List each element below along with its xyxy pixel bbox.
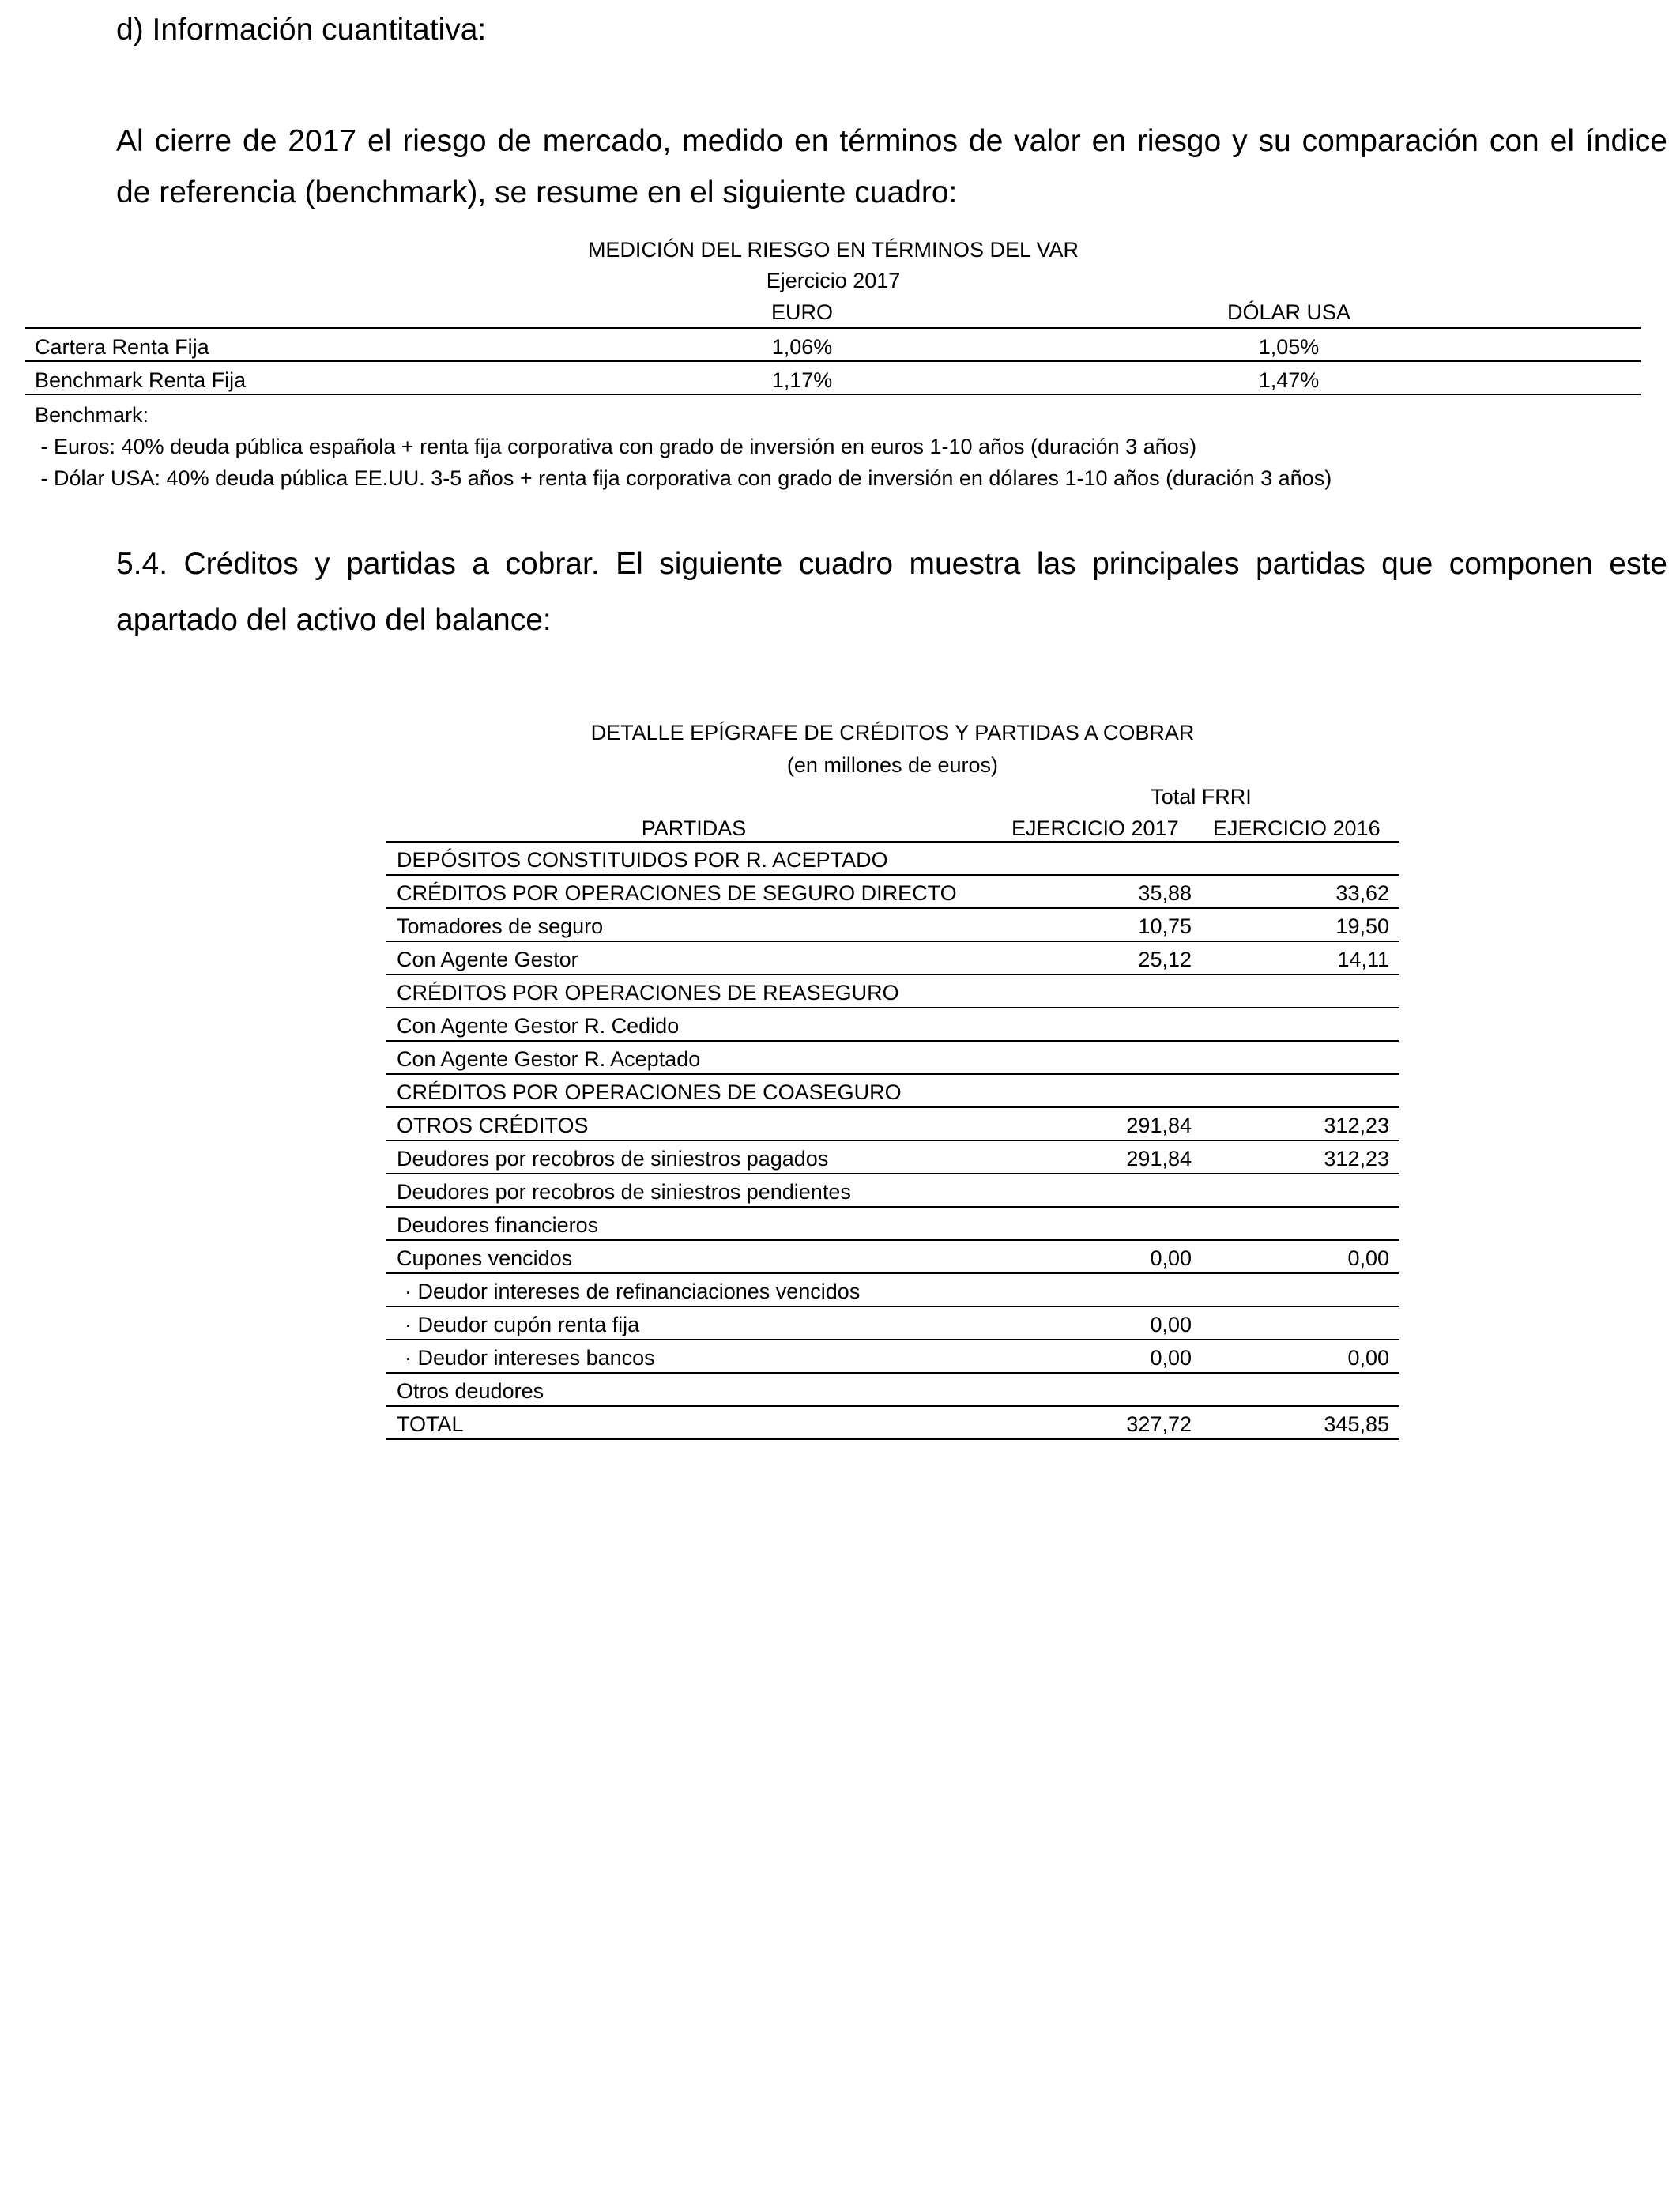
row-label: DEPÓSITOS CONSTITUIDOS POR R. ACEPTADO [397,848,888,872]
benchmark-note-euros: - Euros: 40% deuda pública española + renta fija corporativa con grado de inversión en euros 1-10 años (duración 3 años) [35,435,1197,458]
row-value-2016: 33,62 [1335,881,1389,905]
row-value-2017: 35,88 [1138,881,1192,905]
creditos-table [386,843,1399,1440]
table-row [386,1340,1399,1374]
row-value-2016: 312,23 [1324,1147,1389,1171]
benchmark-note-dolar: - Dólar USA: 40% deuda pública EE.UU. 3-5 años + renta fija corporativa con grado de inversión en dólares 1-10 años (duración 3 años) [35,466,1332,490]
row-value-2016: 19,50 [1335,914,1389,938]
row-value-2016: 0,00 [1347,1246,1389,1270]
row-label: Cupones vencidos [397,1246,573,1270]
row-value-2017: 291,84 [1126,1114,1192,1137]
row-label: Con Agente Gestor R. Aceptado [397,1047,701,1071]
var-row-euro: 1,17% [771,368,833,392]
table-row [386,876,1399,909]
table-row [386,1208,1399,1241]
row-label: · Deudor intereses de refinanciaciones vencidos [405,1280,861,1303]
var-col-dolar: DÓLAR USA [1226,300,1351,324]
var-row-dolar: 1,05% [1258,335,1320,359]
table-row [386,1108,1399,1141]
creditos-group-header: Total FRRI [1151,785,1252,809]
row-label: Deudores financieros [397,1213,599,1237]
table-row [386,1174,1399,1208]
row-value-2017: 0,00 [1150,1313,1192,1336]
row-label: · Deudor intereses bancos [405,1346,655,1370]
row-label: OTROS CRÉDITOS [397,1114,589,1137]
row-label: TOTAL [397,1412,464,1436]
row-value-2017: 327,72 [1126,1412,1192,1436]
row-label: CRÉDITOS POR OPERACIONES DE REASEGURO [397,981,899,1005]
table-row [386,1008,1399,1042]
section-54-paragraph-line-1: 5.4. Créditos y partidas a cobrar. El siguiente cuadro muestra las principales partidas que componen este [116,547,1667,581]
row-label: Con Agente Gestor [397,948,578,971]
row-value-2016: 312,23 [1324,1114,1389,1137]
row-value-2017: 0,00 [1150,1246,1192,1270]
table-row [386,1307,1399,1340]
row-label: CRÉDITOS POR OPERACIONES DE COASEGURO [397,1080,902,1104]
table-row-total [386,1407,1399,1440]
creditos-col-2017: EJERCICIO 2017 [1011,816,1179,840]
var-row-benchmark [25,362,1641,395]
table-row [386,975,1399,1008]
table-row [386,1241,1399,1274]
row-label: Deudores por recobros de siniestros pagados [397,1147,829,1171]
table-row [386,1374,1399,1407]
row-label: Deudores por recobros de siniestros pendientes [397,1180,851,1204]
table-row [386,1075,1399,1108]
creditos-table-units: (en millones de euros) [786,753,999,777]
section-54-paragraph-line-2: apartado del activo del balance: [116,603,552,637]
table-row [386,1042,1399,1075]
benchmark-notes-heading: Benchmark: [35,403,149,427]
intro-paragraph-line-2: de referencia (benchmark), se resume en el siguiente cuadro: [116,175,958,209]
row-value-2016: 345,85 [1324,1412,1389,1436]
row-label: Otros deudores [397,1379,544,1403]
var-row-dolar: 1,47% [1258,368,1320,392]
row-label: Con Agente Gestor R. Cedido [397,1014,680,1038]
row-value-2016: 0,00 [1347,1346,1389,1370]
var-table-subtitle: Ejercicio 2017 [766,269,901,292]
row-value-2016: 14,11 [1337,948,1389,971]
row-label: CRÉDITOS POR OPERACIONES DE SEGURO DIRECTO [397,881,957,905]
var-row-label: Cartera Renta Fija [35,335,209,359]
row-label: Tomadores de seguro [397,914,604,938]
table-row [386,909,1399,942]
creditos-col-2016: EJERCICIO 2016 [1213,816,1381,840]
var-table-title: MEDICIÓN DEL RIESGO EN TÉRMINOS DEL VAR [587,238,1079,262]
var-row-euro: 1,06% [771,335,833,359]
row-value-2017: 0,00 [1150,1346,1192,1370]
row-value-2017: 25,12 [1138,948,1192,971]
table-row [386,1141,1399,1174]
var-row-cartera [25,329,1641,362]
section-heading: d) Información cuantitativa: [116,13,487,47]
table-row [386,1274,1399,1307]
creditos-col-partidas: PARTIDAS [641,816,747,840]
table-row [386,843,1399,876]
row-value-2017: 10,75 [1138,914,1192,938]
row-rule [25,394,1641,395]
row-rule [386,1438,1399,1440]
var-col-euro: EURO [770,300,833,324]
row-value-2017: 291,84 [1126,1147,1192,1171]
creditos-table-title: DETALLE EPÍGRAFE DE CRÉDITOS Y PARTIDAS A COBRAR [590,721,1195,745]
intro-paragraph-line-1: Al cierre de 2017 el riesgo de mercado, medido en términos de valor en riesgo y su comparación con el índice [116,124,1667,158]
table-row [386,942,1399,975]
row-label: · Deudor cupón renta fija [405,1313,640,1336]
var-row-label: Benchmark Renta Fija [35,368,247,392]
